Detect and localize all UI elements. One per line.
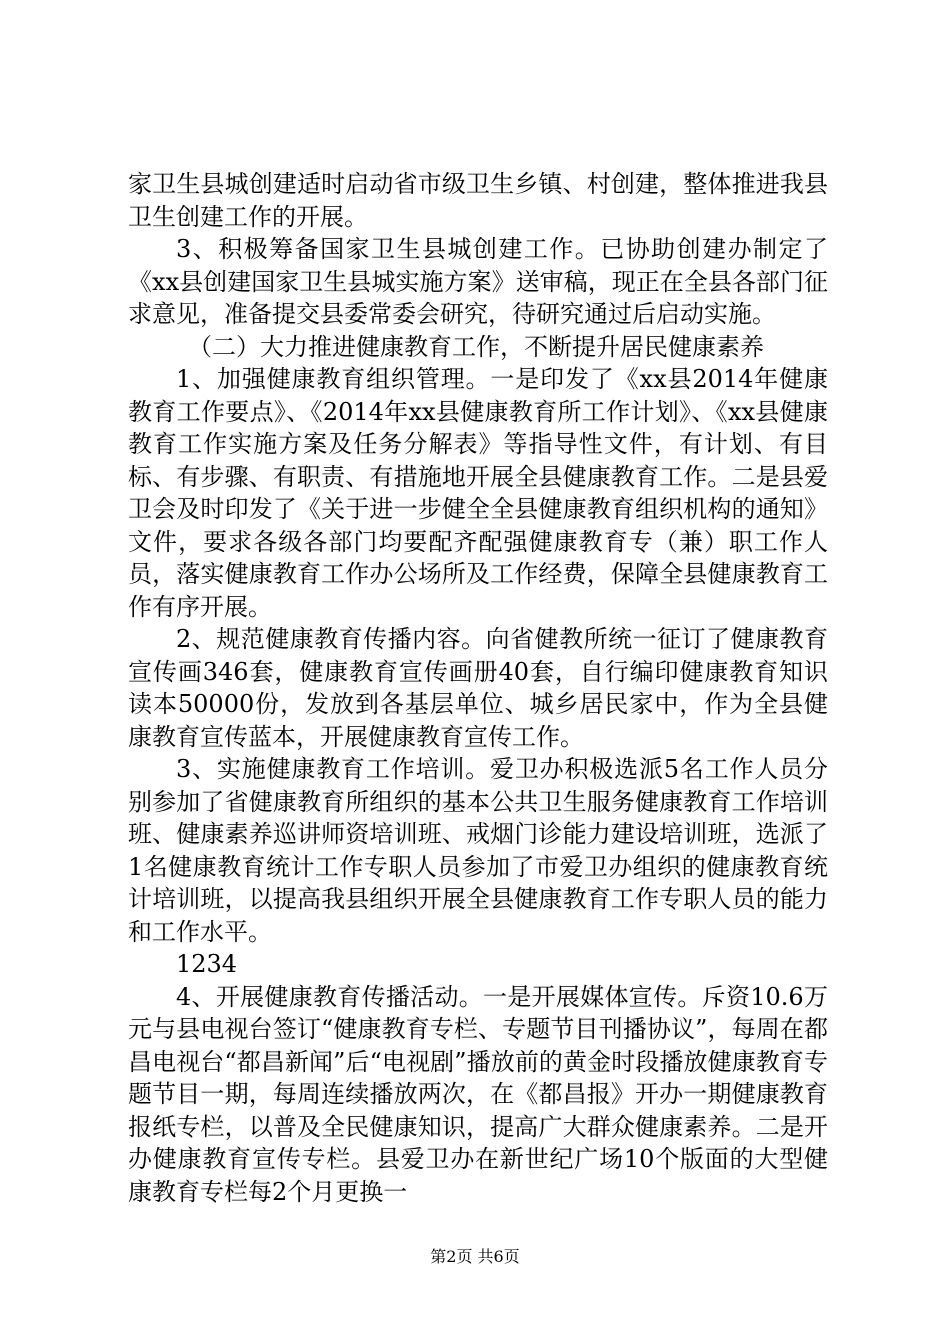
paragraph-item-1-organization: 1、加强健康教育组织管理。一是印发了《xx县2014年健康教育工作要点》、《2014年xx县健康教育所工作计划》、《xx县健康教育工作实施方案及任务分解表》等指导性文件，有计划、有目标、有步骤、有职责、有措施地开展全县健康教育工作。二是县爱卫会及时印发了《关于进一步健全全县健康教育组织机构的通知》文件，要求各级各部门均要配齐配强健康教育专（兼）职工作人员，落实健康教育工作办公场所及工作经费，保障全县健康教育工作有序开展。	[128, 365, 828, 621]
paragraph-item-4-activities: 4、开展健康教育传播活动。一是开展媒体宣传。斥资10.6万元与县电视台签订“健康教育专栏、专题节目刊播协议”，每周在都昌电视台“都昌新闻”后“电视剧”播放前的黄金时段播放健康教育专题节目一期，每周连续播放两次，在《都昌报》开办一期健康教育报纸专栏，以普及全民健康知识，提高广大群众健康素养。二是开办健康教育宣传专栏。县爱卫办在新世纪广场10个版面的大型健康教育专栏每2个月更换一	[128, 982, 828, 1206]
page-footer: 第2页 共6页	[430, 1247, 520, 1266]
paragraph-continuation: 家卫生县城创建适时启动省市级卫生乡镇、村创建，整体推进我县卫生创建工作的开展。	[128, 170, 828, 231]
paragraph-item-3-national-health-county: 3、积极筹备国家卫生县城创建工作。已协助创建办制定了《xx县创建国家卫生县城实施方案》送审稿，现正在全县各部门征求意见，准备提交县委常委会研究，待研究通过后启动实施。	[128, 235, 828, 328]
document-body	[128, 168, 828, 1208]
section-heading-health-education: （二）大力推进健康教育工作，不断提升居民健康素养	[188, 332, 764, 361]
paragraph-page-marker: 1234	[176, 950, 238, 978]
paragraph-item-2-content: 2、规范健康教育传播内容。向省健教所统一征订了健康教育宣传画346套，健康教育宣传画册40套，自行编印健康教育知识读本50000份，发放到各基层单位、城乡居民家中，作为全县健康教育宣传蓝本，开展健康教育宣传工作。	[128, 625, 828, 751]
paragraph-item-3-training: 3、实施健康教育工作培训。爱卫办积极选派5名工作人员分别参加了省健康教育所组织的基本公共卫生服务健康教育工作培训班、健康素养巡讲师资培训班、戒烟门诊能力建设培训班，选派了1名健康教育统计工作专职人员参加了市爱卫办组织的健康教育统计培训班，以提高我县组织开展全县健康教育工作专职人员的能力和工作水平。	[128, 755, 828, 946]
